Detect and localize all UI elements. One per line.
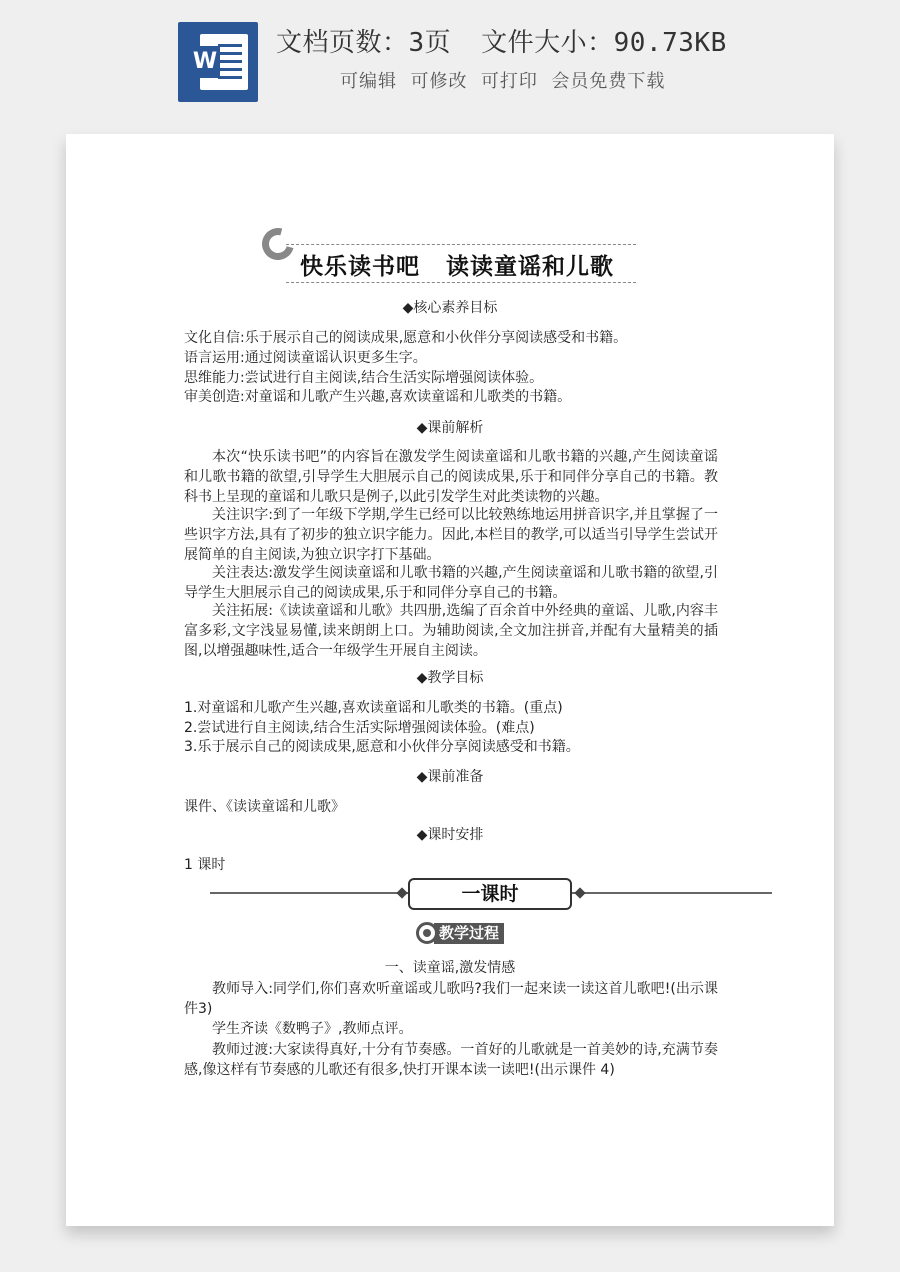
page-title	[300, 248, 614, 281]
analysis-paragraph: 关注识字:到了一年级下学期,学生已经可以比较熟练地运用拼音识字,并且掌握了一些识字方法,具有了初步的独立识字能力。因此,本栏目的教学,可以适当引导学生尝试开展简单的自主阅读,为独立识字打下基础。	[184, 507, 718, 563]
divider-diamond-left	[396, 887, 407, 898]
schedule-text: 1 课时	[184, 857, 226, 873]
step1-paragraph: 教师导入:同学们,你们喜欢听童谣或儿歌吗?我们一起来读一读这首儿歌吧!(出示课件3)	[184, 981, 718, 1017]
section-schedule-heading: ◆课时安排	[416, 827, 484, 843]
lesson-label: 一课时	[408, 878, 572, 910]
title-top-divider	[286, 244, 636, 245]
title-left: 快乐读书吧	[300, 254, 420, 280]
section-prep-heading: ◆课前准备	[416, 769, 484, 785]
analysis-paragraph: 关注拓展:《读读童谣和儿歌》共四册,选编了百余首中外经典的童谣、儿歌,内容丰富多彩,文字浅显易懂,读来朗朗上口。为辅助阅读,全文加注拼音,并配有大量精美的插图,以增强趣味性,适合一年级学生开展自主阅读。	[184, 603, 718, 659]
title-bottom-divider	[286, 282, 636, 283]
target-icon	[416, 922, 438, 944]
core-line: 思维能力:尝试进行自主阅读,结合生活实际增强阅读体验。	[184, 370, 544, 386]
divider-diamond-right	[574, 887, 585, 898]
goal-line: 1.对童谣和儿歌产生兴趣,喜欢读童谣和儿歌类的书籍。(重点)	[184, 700, 563, 716]
core-line: 文化自信:乐于展示自己的阅读成果,愿意和小伙伴分享阅读感受和书籍。	[184, 330, 628, 346]
analysis-paragraph: 本次“快乐读书吧”的内容旨在激发学生阅读童谣和儿歌书籍的兴趣,产生阅读童谣和儿歌书籍的欲望,引导学生大胆展示自己的阅读成果,乐于和同伴分享自己的书籍。教科书上呈现的童谣和儿歌只是例子,以此引发学生对此类读物的兴趣。	[184, 449, 718, 505]
section-analysis-heading: ◆课前解析	[416, 420, 484, 436]
section-core-heading: ◆核心素养目标	[402, 300, 498, 316]
step1-heading: 一、读童谣,激发情感	[384, 960, 516, 976]
file-features: 可编辑 可修改 可打印 会员免费下载	[340, 71, 666, 92]
step1-paragraph: 学生齐读《数鸭子》,教师点评。	[212, 1021, 413, 1037]
file-size: 文件大小：90.73KB	[481, 28, 727, 58]
file-info	[276, 22, 727, 59]
title-right: 读读童谣和儿歌	[446, 254, 614, 280]
word-file-icon	[178, 22, 258, 102]
section-goals-heading: ◆教学目标	[416, 670, 484, 686]
prep-text: 课件、《读读童谣和儿歌》	[184, 799, 345, 815]
title-block	[286, 226, 636, 288]
document-page	[66, 134, 834, 1226]
page-count: 文档页数：3页	[276, 28, 452, 58]
goal-line: 3.乐于展示自己的阅读成果,愿意和小伙伴分享阅读感受和书籍。	[184, 739, 580, 755]
download-header	[0, 0, 900, 130]
word-icon-letter: W	[190, 46, 220, 78]
core-line: 审美创造:对童谣和儿歌产生兴趣,喜欢读童谣和儿歌类的书籍。	[184, 389, 572, 405]
core-line: 语言运用:通过阅读童谣认识更多生字。	[184, 350, 427, 366]
goal-line: 2.尝试进行自主阅读,结合生活实际增强阅读体验。(难点)	[184, 720, 535, 736]
process-label: 教学过程	[434, 923, 504, 944]
step1-paragraph: 教师过渡:大家读得真好,十分有节奏感。一首好的儿歌就是一首美妙的诗,充满节奏感,像这样有节奏感的儿歌还有很多,快打开课本读一读吧!(出示课件 4)	[184, 1042, 718, 1078]
analysis-paragraph: 关注表达:激发学生阅读童谣和儿歌书籍的兴趣,产生阅读童谣和儿歌书籍的欲望,引导学生大胆展示自己的阅读成果,乐于和同伴分享自己的书籍。	[184, 565, 718, 601]
